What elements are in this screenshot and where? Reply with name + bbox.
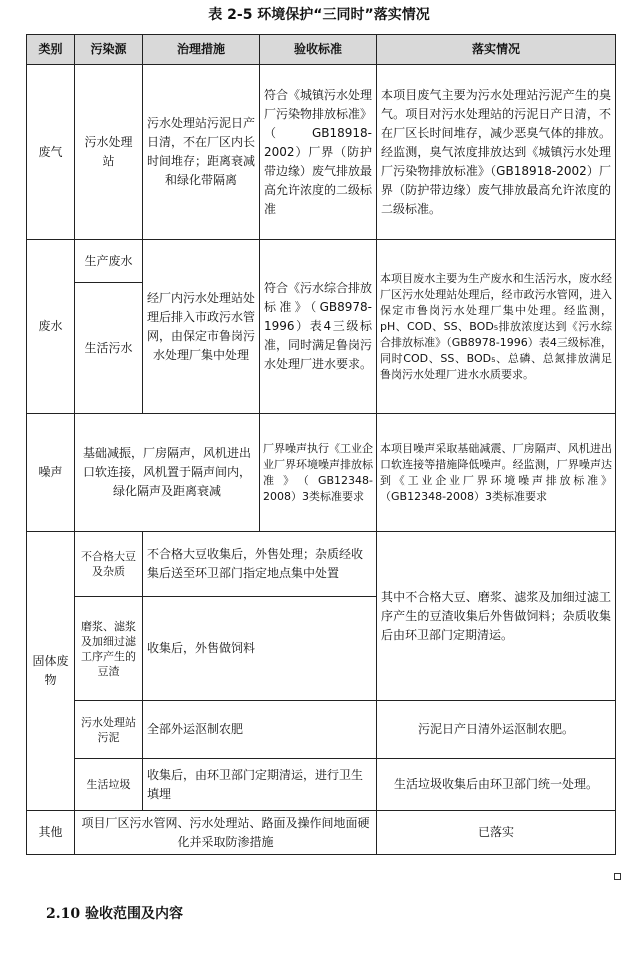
standard-cell: 厂界噪声执行《工业企业厂界环境噪声排放标准》（GB12348-2008）3类标准要求 — [260, 414, 377, 532]
table-row — [27, 240, 616, 283]
measure-cell: 项目厂区污水管网、污水处理站、路面及操作间地面硬化并采取防渗措施 — [75, 811, 377, 855]
section-heading: 2.10 验收范围及内容 — [46, 906, 183, 922]
status-cell: 其中不合格大豆、磨浆、滤浆及加细过滤工序产生的豆渣收集后外售做饲料；杂质收集后由环卫部门定期清运。 — [377, 532, 616, 701]
measure-cell: 全部外运沤制农肥 — [143, 701, 377, 759]
three-simultaneity-table — [26, 34, 616, 855]
measure-cell: 收集后，由环卫部门定期清运，进行卫生填埋 — [143, 759, 377, 811]
status-cell: 污泥日产日清外运沤制农肥。 — [377, 701, 616, 759]
status-cell: 本项目废水主要为生产废水和生活污水，废水经厂区污水处理站处理后，经市政污水管网，进入保定市鲁岗污水处理厂集中处理。经监测，pH、COD、SS、BOD₅排放浓度达到《污水综合排放标准》（GB8978-1996）表4三级标准，同时COD、SS、BOD₅、总磷、总氮排放满足鲁岗污水处理厂进水水质要求。 — [377, 240, 616, 414]
measure-cell: 基础减振，厂房隔声，风机进出口软连接，风机置于隔声间内，绿化隔声及距离衰减 — [75, 414, 260, 532]
source-cell: 生活垃圾 — [75, 759, 143, 811]
table-row — [27, 65, 616, 240]
header-status: 落实情况 — [377, 35, 616, 65]
source-cell: 生产废水 — [75, 240, 143, 283]
category-cell: 其他 — [27, 811, 75, 855]
category-cell: 废水 — [27, 240, 75, 414]
table-row — [27, 414, 616, 532]
status-cell: 本项目废气主要为污水处理站污泥产生的臭气。项目对污水处理站的污泥日产日清，不在厂区长时间堆存，减少恶臭气体的排放。经监测，臭气浓度排放达到《城镇污水处理厂污染物排放标准》（GB18918-2002）厂界（防护带边缘）废气排放最高允许浓度的二级标准。 — [377, 65, 616, 240]
measure-cell: 收集后，外售做饲料 — [143, 597, 377, 701]
table-title: 表 2-5 环境保护“三同时”落实情况 — [208, 7, 430, 23]
measure-cell: 污水处理站污泥日产日清，不在厂区内长时间堆存；距离衰减和绿化带隔离 — [143, 65, 260, 240]
category-cell: 固体废物 — [27, 532, 75, 811]
table-row — [27, 701, 616, 759]
standard-cell: 符合《污水综合排放标准》（GB8978-1996）表4三级标准，同时满足鲁岗污水处理厂进水要求。 — [260, 240, 377, 414]
source-cell: 污水处理站 — [75, 65, 143, 240]
header-source: 污染源 — [75, 35, 143, 65]
status-cell: 生活垃圾收集后由环卫部门统一处理。 — [377, 759, 616, 811]
table-end-marker — [614, 873, 621, 880]
category-cell: 废气 — [27, 65, 75, 240]
header-standard: 验收标准 — [260, 35, 377, 65]
standard-cell: 符合《城镇污水处理厂污染物排放标准》（GB18918-2002）厂界（防护带边缘）废气排放最高允许浓度的二级标准 — [260, 65, 377, 240]
table-row — [27, 811, 616, 855]
source-cell: 不合格大豆及杂质 — [75, 532, 143, 597]
table-row — [27, 532, 616, 597]
header-category: 类别 — [27, 35, 75, 65]
table-row — [27, 759, 616, 811]
source-cell: 污水处理站污泥 — [75, 701, 143, 759]
status-cell: 已落实 — [377, 811, 616, 855]
source-cell: 磨浆、滤浆及加细过滤工序产生的豆渣 — [75, 597, 143, 701]
measure-cell: 经厂内污水处理站处理后排入市政污水管网，由保定市鲁岗污水处理厂集中处理 — [143, 240, 260, 414]
header-measure: 治理措施 — [143, 35, 260, 65]
measure-cell: 不合格大豆收集后，外售处理；杂质经收集后送至环卫部门指定地点集中处置 — [143, 532, 377, 597]
category-cell: 噪声 — [27, 414, 75, 532]
status-cell: 本项目噪声采取基础减震、厂房隔声、风机进出口软连接等措施降低噪声。经监测，厂界噪声达到《工业企业厂界环境噪声排放标准》（GB12348-2008）3类标准要求 — [377, 414, 616, 532]
source-cell: 生活污水 — [75, 283, 143, 414]
header-row — [27, 35, 616, 65]
